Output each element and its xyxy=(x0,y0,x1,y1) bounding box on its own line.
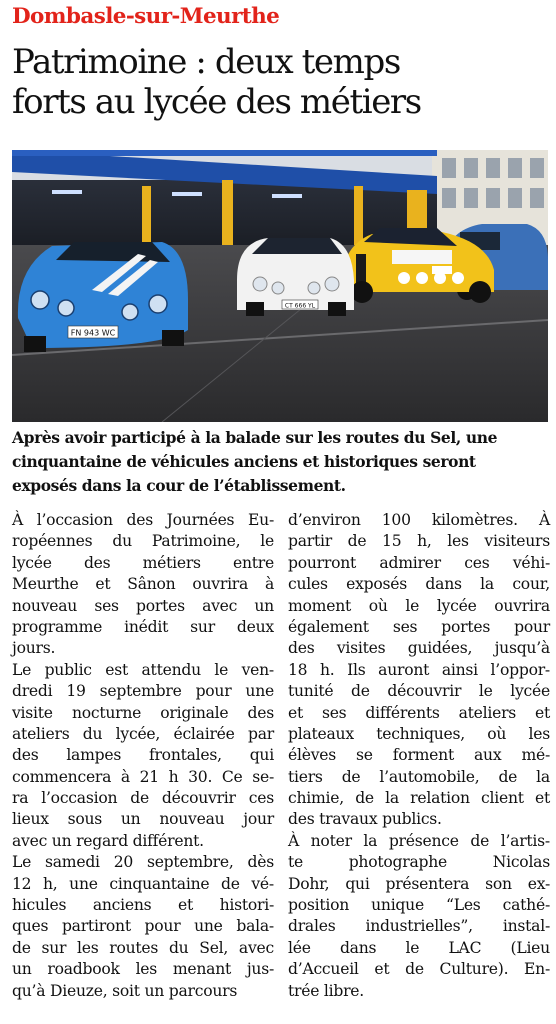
article-headline xyxy=(12,42,552,122)
body-text-line: 18 h. Ils auront ainsi l’oppor- xyxy=(288,660,550,679)
body-text-line: ropéennes du Patrimoine, le xyxy=(12,532,274,551)
body-text-line: et ses différents ateliers et xyxy=(288,703,550,722)
body-text-line: hicules anciens et histori- xyxy=(12,896,274,915)
body-text-line: Meurthe et Sânon ouvrira à xyxy=(12,575,274,594)
body-text-line: ques partiront pour une bala- xyxy=(12,917,274,936)
body-text-line: tiers de l’automobile, de la xyxy=(288,767,550,786)
body-text-line: cules exposés dans la cour, xyxy=(288,575,550,594)
body-text-line: élèves se forment aux mé- xyxy=(288,746,550,765)
body-text-line: commencera à 21 h 30. Ce se- xyxy=(12,767,274,786)
body-text-line: jours. xyxy=(12,639,56,658)
body-text-line: lieux sous un nouveau jour xyxy=(12,810,274,829)
article-column-right xyxy=(288,510,550,1002)
body-text-line: Dohr, qui présentera son ex- xyxy=(288,874,550,893)
body-text-line: qu’à Dieuze, soit un parcours xyxy=(12,981,238,1000)
caption-line: Après avoir participé à la balade sur les routes du Sel, une xyxy=(12,428,498,447)
body-text-line: lée dans le LAC (Lieu xyxy=(288,938,550,957)
plate-center: CT 666 YL xyxy=(284,302,316,310)
body-text-line: moment où le lycée ouvrira xyxy=(288,596,550,615)
body-text-line: position unique “Les cathé- xyxy=(288,896,550,915)
body-text-line: pourront admirer ces véhi- xyxy=(288,553,550,572)
body-text-line: visite nocturne originale des xyxy=(12,703,274,722)
headline-line: Patrimoine : deux temps xyxy=(12,42,400,82)
body-text-line: partir de 15 h, les visiteurs xyxy=(288,532,550,551)
body-text-line: À l’occasion des Journées Eu- xyxy=(12,511,274,529)
plate-left: FN 943 WC xyxy=(70,328,116,338)
body-text-line: Le samedi 20 septembre, dès xyxy=(12,853,274,872)
classic-cars-photo-icon xyxy=(12,150,548,422)
body-text-line: dredi 19 septembre pour une xyxy=(12,682,274,701)
body-text-line: trée libre. xyxy=(288,981,364,1000)
headline-line: forts au lycée des métiers xyxy=(12,82,421,122)
caption-line: exposés dans la cour de l’établissement. xyxy=(12,476,346,495)
body-text-line: des travaux publics. xyxy=(288,810,442,829)
body-text-line: ra l’occasion de découvrir ces xyxy=(12,789,274,808)
body-text-line: également ses portes pour xyxy=(288,617,550,636)
body-text-line: avec un regard différent. xyxy=(12,831,204,850)
article-photo xyxy=(12,150,548,422)
body-text-line: chimie, de la relation client et xyxy=(288,789,550,808)
body-text-line: ateliers du lycée, éclairée par xyxy=(12,724,274,743)
body-text-line: d’environ 100 kilomètres. À xyxy=(288,511,550,529)
body-text-line: plateaux techniques, où les xyxy=(288,724,550,743)
body-text-line: d’Accueil et de Culture). En- xyxy=(288,960,550,979)
body-text-line: Le public est attendu le ven- xyxy=(12,660,274,679)
section-kicker: Dombasle-sur-Meurthe xyxy=(12,4,280,29)
body-text-line: des lampes frontales, qui xyxy=(12,746,274,765)
body-text-line: de sur les routes du Sel, avec xyxy=(12,938,274,957)
article-column-left xyxy=(12,510,274,1002)
body-text-line: nouveau ses portes avec un xyxy=(12,596,274,615)
body-text-line: À noter la présence de l’artis- xyxy=(288,831,550,850)
photo-caption xyxy=(12,426,548,498)
caption-line: cinquantaine de véhicules anciens et historiques seront xyxy=(12,452,476,471)
body-text-line: programme inédit sur deux xyxy=(12,617,274,636)
body-text-line: un roadbook les menant jus- xyxy=(12,960,274,979)
body-text-line: des visites guidées, jusqu’à xyxy=(288,639,550,658)
body-text-line: 12 h, une cinquantaine de vé- xyxy=(12,874,274,893)
body-text-line: lycée des métiers entre xyxy=(12,553,274,572)
body-text-line: te photographe Nicolas xyxy=(288,853,550,872)
body-text-line: tunité de découvrir le lycée xyxy=(288,682,550,701)
body-text-line: drales industrielles”, instal- xyxy=(288,917,550,936)
